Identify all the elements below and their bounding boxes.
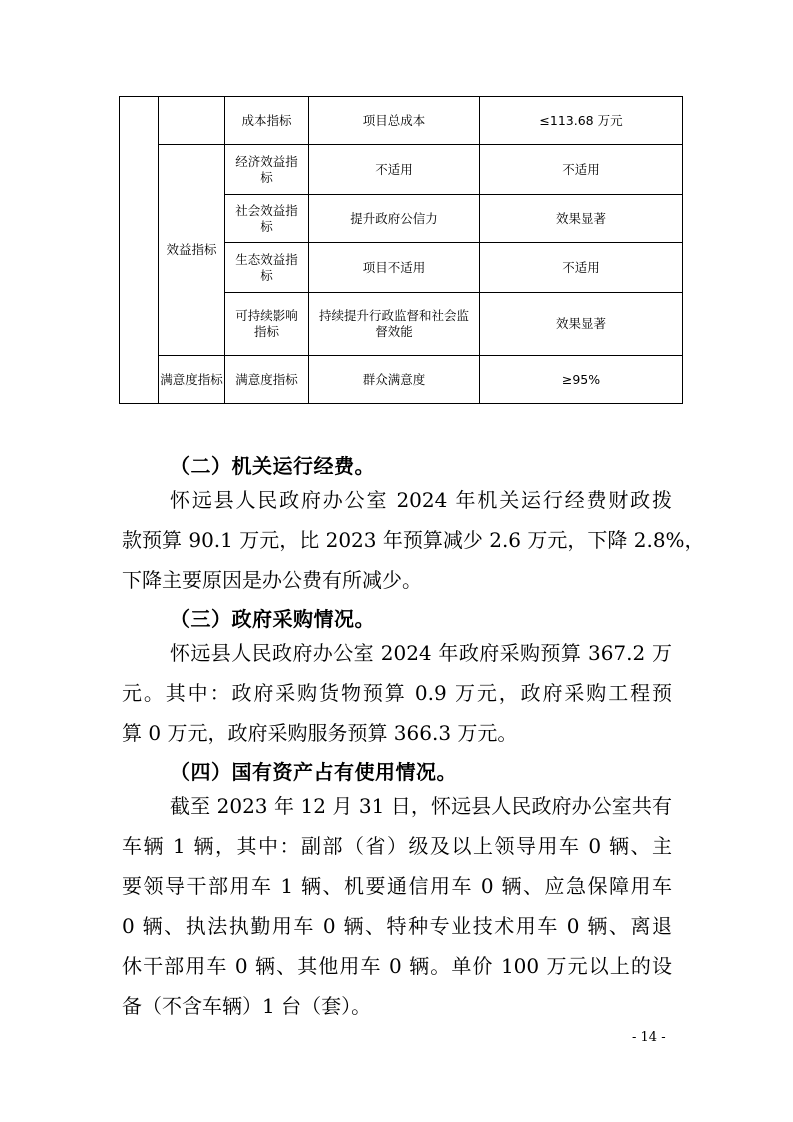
indicator-value-cell: ≥95% (480, 356, 683, 404)
indicator-name-cell: 社会效益指标 (225, 195, 309, 243)
indicator-content-cell: 项目不适用 (309, 243, 480, 293)
paragraph-line: 0 辆、执法执勤用车 0 辆、特种专业技术用车 0 辆、离退 (122, 914, 672, 938)
paragraph-line: 怀远县人民政府办公室 2024 年政府采购预算 367.2 万 (170, 641, 672, 665)
indicator-value-cell: 效果显著 (480, 195, 683, 243)
indicator-name-cell: 成本指标 (225, 97, 309, 145)
indicator-name-cell: 满意度指标 (225, 356, 309, 404)
section-heading-operating-funds: （二）机关运行经费。 (170, 454, 375, 478)
indicator-content-cell: 群众满意度 (309, 356, 480, 404)
paragraph-line: 元。其中：政府采购货物预算 0.9 万元，政府采购工程预 (122, 681, 672, 705)
indicator-value-cell: 不适用 (480, 243, 683, 293)
paragraph-line: 款预算 90.1 万元，比 2023 年预算减少 2.6 万元，下降 2.8%， (122, 528, 705, 552)
indicator-content-cell: 项目总成本 (309, 97, 480, 145)
table-row (120, 97, 683, 145)
indicator-value-cell: ≤113.68 万元 (480, 97, 683, 145)
section-heading-procurement: （三）政府采购情况。 (170, 607, 375, 631)
section-heading-state-assets: （四）国有资产占有使用情况。 (170, 760, 457, 784)
paragraph-line: 下降主要原因是办公费有所减少。 (122, 568, 422, 592)
paragraph-line: 要领导干部用车 1 辆、机要通信用车 0 辆、应急保障用车 (122, 874, 672, 898)
indicator-content-cell: 持续提升行政监督和社会监督效能 (309, 293, 480, 356)
level2-category-cell: 满意度指标 (159, 356, 225, 404)
indicator-name-cell: 经济效益指标 (225, 145, 309, 195)
page-number: - 14 - (632, 1030, 666, 1045)
paragraph-line: 休干部用车 0 辆、其他用车 0 辆。单价 100 万元以上的设 (122, 954, 672, 978)
indicator-content-cell: 提升政府公信力 (309, 195, 480, 243)
indicator-name-cell: 可持续影响指标 (225, 293, 309, 356)
paragraph-line: 截至 2023 年 12 月 31 日，怀远县人民政府办公室共有 (170, 794, 672, 818)
indicator-value-cell: 效果显著 (480, 293, 683, 356)
performance-indicator-table (119, 96, 683, 404)
level2-category-cell (159, 97, 225, 145)
indicator-value-cell: 不适用 (480, 145, 683, 195)
level2-category-cell: 效益指标 (159, 145, 225, 356)
indicator-name-cell: 生态效益指标 (225, 243, 309, 293)
paragraph-line: 车辆 1 辆，其中：副部（省）级及以上领导用车 0 辆、主 (122, 834, 672, 858)
indicator-content-cell: 不适用 (309, 145, 480, 195)
table-row (120, 356, 683, 404)
paragraph-line: 算 0 万元，政府采购服务预算 366.3 万元。 (122, 721, 518, 745)
level1-category-cell (120, 97, 159, 404)
table-row (120, 145, 683, 195)
paragraph-line: 怀远县人民政府办公室 2024 年机关运行经费财政拨 (170, 488, 672, 512)
paragraph-line: 备（不含车辆）1 台（套）。 (122, 994, 372, 1018)
